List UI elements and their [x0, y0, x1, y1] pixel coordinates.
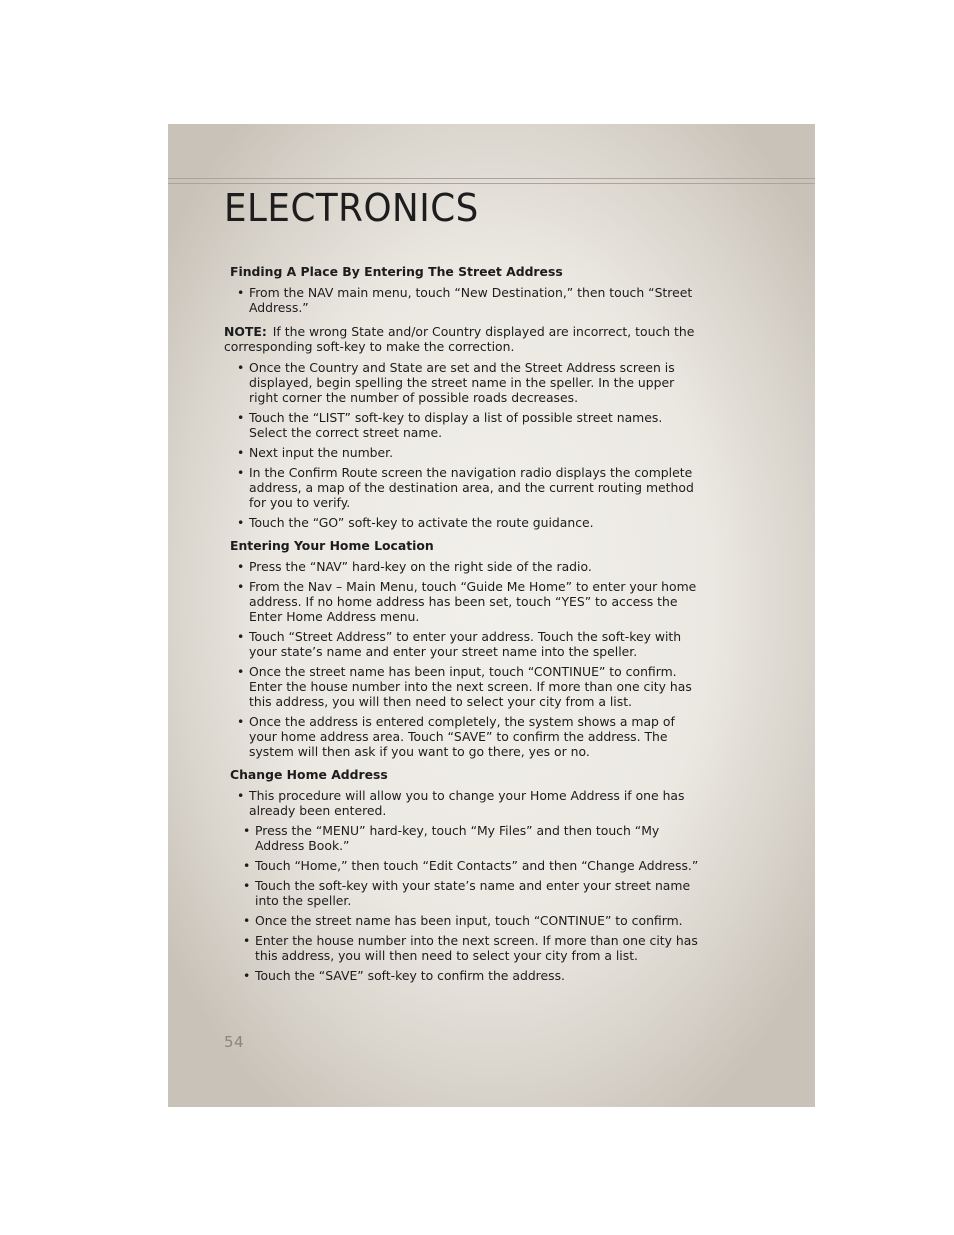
header-rule-top [168, 178, 815, 179]
content [224, 264, 704, 988]
list-item: • Touch “Home,” then touch “Edit Contacts” and then “Change Address.” [243, 858, 699, 873]
list-item: • Once the address is entered completely, the system shows a map of your home address area. Touch “SAVE” to confirm the address. The system will then ask if you want to go there, yes or no. [237, 714, 675, 759]
section-heading-home-location: Entering Your Home Location [230, 538, 434, 553]
section-heading-change-home: Change Home Address [230, 767, 388, 782]
list-item: • In the Confirm Route screen the navigation radio displays the complete address, a map of the destination area, and the current routing method for you to verify. [237, 465, 694, 510]
bullet-icon: • [237, 445, 245, 460]
bullet-icon: • [237, 629, 245, 644]
list-item: • Touch the soft-key with your state’s name and enter your street name into the speller. [243, 878, 691, 908]
list-item: • Once the street name has been input, touch “CONTINUE” to confirm. [243, 913, 683, 928]
bullet-icon: • [237, 285, 245, 300]
bullet-icon: • [243, 878, 251, 893]
list-item: • From the Nav – Main Menu, touch “Guide Me Home” to enter your home address. If no home address has been set, touch “YES” to access the Enter Home Address menu. [237, 579, 697, 624]
list-item: • Touch the “GO” soft-key to activate the route guidance. [237, 515, 594, 530]
bullet-icon: • [237, 515, 245, 530]
bullet-icon: • [243, 913, 251, 928]
bullet-icon: • [243, 968, 251, 983]
list-item: • Next input the number. [237, 445, 394, 460]
note [224, 324, 704, 354]
list-item: • Once the Country and State are set and the Street Address screen is displayed, begin spelling the street name in the speller. In the upper right corner the number of possible roads decreases. [237, 360, 675, 405]
bullet-icon: • [243, 823, 251, 838]
bullet-icon: • [237, 360, 245, 375]
page-title: ELECTRONICS [224, 186, 479, 230]
note-text: If the wrong State and/or Country displayed are incorrect, touch the corresponding soft-key to make the correction. [224, 324, 695, 354]
bullet-icon: • [237, 714, 245, 729]
page-number: 54 [224, 1033, 245, 1051]
bullet-icon: • [237, 788, 245, 803]
header-rule-bottom [168, 183, 815, 184]
list-item: • Enter the house number into the next screen. If more than one city has this address, you will then need to select your city from a list. [243, 933, 698, 963]
manual-page [168, 124, 815, 1107]
list-item: • This procedure will allow you to change your Home Address if one has already been entered. [237, 788, 685, 818]
list-item: • Touch the “SAVE” soft-key to confirm the address. [243, 968, 565, 983]
note-label: NOTE: [224, 324, 267, 339]
bullet-icon: • [243, 933, 251, 948]
bullet-icon: • [237, 559, 245, 574]
list-item: • Press the “MENU” hard-key, touch “My Files” and then touch “My Address Book.” [243, 823, 660, 853]
bullet-icon: • [237, 579, 245, 594]
bullet-icon: • [237, 465, 245, 480]
bullet-icon: • [237, 410, 245, 425]
list-item: • Press the “NAV” hard-key on the right side of the radio. [237, 559, 592, 574]
list-item: • From the NAV main menu, touch “New Destination,” then touch “Street Address.” [237, 285, 693, 315]
section-heading-street-address: Finding A Place By Entering The Street Address [230, 264, 563, 279]
bullet-icon: • [237, 664, 245, 679]
list-item: • Once the street name has been input, touch “CONTINUE” to confirm. Enter the house number into the next screen. If more than one city has this address, you will then need to select your city from a list. [237, 664, 692, 709]
bullet-icon: • [243, 858, 251, 873]
list-item: • Touch “Street Address” to enter your address. Touch the soft-key with your state’s name and enter your street name into the speller. [237, 629, 682, 659]
list-item: • Touch the “LIST” soft-key to display a list of possible street names. Select the correct street name. [237, 410, 663, 440]
